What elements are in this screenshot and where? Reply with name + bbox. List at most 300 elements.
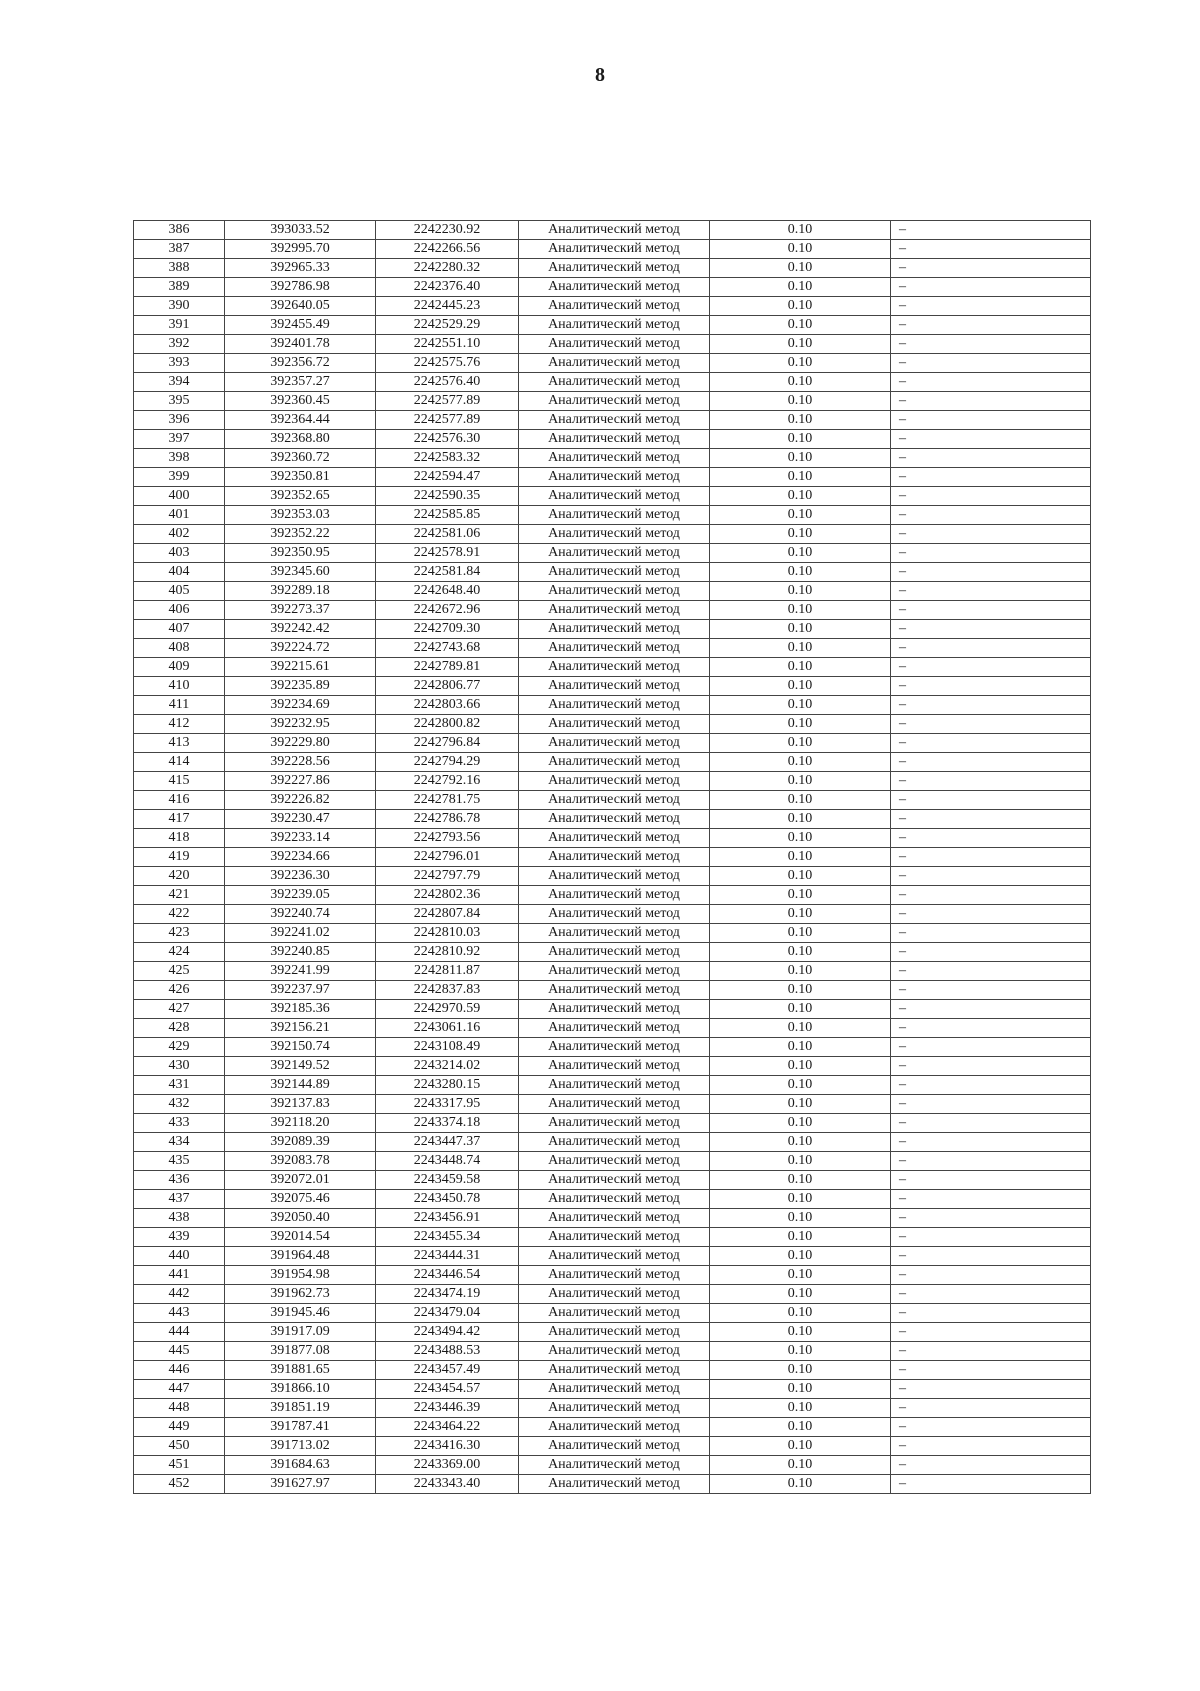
y-coordinate-cell: 2243108.49: [376, 1038, 519, 1057]
y-coordinate-cell: 2243317.95: [376, 1095, 519, 1114]
y-coordinate-cell: 2242970.59: [376, 1000, 519, 1019]
x-coordinate-cell: 392089.39: [225, 1133, 376, 1152]
point-number-cell: 435: [134, 1152, 225, 1171]
x-coordinate-cell: 392356.72: [225, 354, 376, 373]
y-coordinate-cell: 2242576.30: [376, 430, 519, 449]
note-cell: –: [891, 1247, 1091, 1266]
y-coordinate-cell: 2242709.30: [376, 620, 519, 639]
point-number-cell: 424: [134, 943, 225, 962]
note-cell: –: [891, 468, 1091, 487]
y-coordinate-cell: 2243479.04: [376, 1304, 519, 1323]
table-row: [134, 544, 1091, 563]
accuracy-cell: 0.10: [710, 278, 891, 297]
point-number-cell: 393: [134, 354, 225, 373]
point-number-cell: 441: [134, 1266, 225, 1285]
table-row: [134, 335, 1091, 354]
table-row: [134, 221, 1091, 240]
method-cell: Аналитический метод: [519, 1095, 710, 1114]
y-coordinate-cell: 2242578.91: [376, 544, 519, 563]
y-coordinate-cell: 2243488.53: [376, 1342, 519, 1361]
y-coordinate-cell: 2243369.00: [376, 1456, 519, 1475]
x-coordinate-cell: 391787.41: [225, 1418, 376, 1437]
y-coordinate-cell: 2242806.77: [376, 677, 519, 696]
y-coordinate-cell: 2242781.75: [376, 791, 519, 810]
note-cell: –: [891, 1076, 1091, 1095]
method-cell: Аналитический метод: [519, 1209, 710, 1228]
accuracy-cell: 0.10: [710, 563, 891, 582]
table-row: [134, 696, 1091, 715]
note-cell: –: [891, 620, 1091, 639]
point-number-cell: 392: [134, 335, 225, 354]
method-cell: Аналитический метод: [519, 1171, 710, 1190]
method-cell: Аналитический метод: [519, 829, 710, 848]
method-cell: Аналитический метод: [519, 962, 710, 981]
y-coordinate-cell: 2242789.81: [376, 658, 519, 677]
accuracy-cell: 0.10: [710, 1228, 891, 1247]
method-cell: Аналитический метод: [519, 259, 710, 278]
table-row: [134, 506, 1091, 525]
y-coordinate-cell: 2243374.18: [376, 1114, 519, 1133]
note-cell: –: [891, 1000, 1091, 1019]
y-coordinate-cell: 2242590.35: [376, 487, 519, 506]
note-cell: –: [891, 1057, 1091, 1076]
x-coordinate-cell: 392357.27: [225, 373, 376, 392]
point-number-cell: 440: [134, 1247, 225, 1266]
y-coordinate-cell: 2242230.92: [376, 221, 519, 240]
table-row: [134, 867, 1091, 886]
note-cell: –: [891, 582, 1091, 601]
accuracy-cell: 0.10: [710, 259, 891, 278]
point-number-cell: 446: [134, 1361, 225, 1380]
x-coordinate-cell: 392786.98: [225, 278, 376, 297]
table-row: [134, 1380, 1091, 1399]
y-coordinate-cell: 2242807.84: [376, 905, 519, 924]
table-row: [134, 620, 1091, 639]
x-coordinate-cell: 391881.65: [225, 1361, 376, 1380]
accuracy-cell: 0.10: [710, 1171, 891, 1190]
note-cell: –: [891, 1418, 1091, 1437]
point-number-cell: 443: [134, 1304, 225, 1323]
accuracy-cell: 0.10: [710, 601, 891, 620]
point-number-cell: 429: [134, 1038, 225, 1057]
method-cell: Аналитический метод: [519, 411, 710, 430]
note-cell: –: [891, 772, 1091, 791]
table-row: [134, 1266, 1091, 1285]
method-cell: Аналитический метод: [519, 620, 710, 639]
x-coordinate-cell: 391713.02: [225, 1437, 376, 1456]
note-cell: –: [891, 449, 1091, 468]
table-row: [134, 1133, 1091, 1152]
point-number-cell: 452: [134, 1475, 225, 1494]
accuracy-cell: 0.10: [710, 1418, 891, 1437]
point-number-cell: 436: [134, 1171, 225, 1190]
x-coordinate-cell: 392118.20: [225, 1114, 376, 1133]
y-coordinate-cell: 2242793.56: [376, 829, 519, 848]
x-coordinate-cell: 392050.40: [225, 1209, 376, 1228]
x-coordinate-cell: 392364.44: [225, 411, 376, 430]
x-coordinate-cell: 392353.03: [225, 506, 376, 525]
x-coordinate-cell: 392083.78: [225, 1152, 376, 1171]
method-cell: Аналитический метод: [519, 772, 710, 791]
accuracy-cell: 0.10: [710, 1190, 891, 1209]
x-coordinate-cell: 391964.48: [225, 1247, 376, 1266]
point-number-cell: 408: [134, 639, 225, 658]
x-coordinate-cell: 392240.85: [225, 943, 376, 962]
note-cell: –: [891, 639, 1091, 658]
accuracy-cell: 0.10: [710, 487, 891, 506]
accuracy-cell: 0.10: [710, 772, 891, 791]
y-coordinate-cell: 2243416.30: [376, 1437, 519, 1456]
table-row: [134, 924, 1091, 943]
note-cell: –: [891, 601, 1091, 620]
x-coordinate-cell: 391684.63: [225, 1456, 376, 1475]
note-cell: –: [891, 886, 1091, 905]
y-coordinate-cell: 2243444.31: [376, 1247, 519, 1266]
note-cell: –: [891, 1228, 1091, 1247]
point-number-cell: 400: [134, 487, 225, 506]
point-number-cell: 423: [134, 924, 225, 943]
accuracy-cell: 0.10: [710, 411, 891, 430]
note-cell: –: [891, 1019, 1091, 1038]
accuracy-cell: 0.10: [710, 848, 891, 867]
accuracy-cell: 0.10: [710, 1076, 891, 1095]
method-cell: Аналитический метод: [519, 1266, 710, 1285]
table-row: [134, 1437, 1091, 1456]
accuracy-cell: 0.10: [710, 962, 891, 981]
x-coordinate-cell: 392236.30: [225, 867, 376, 886]
table-row: [134, 1247, 1091, 1266]
y-coordinate-cell: 2242810.03: [376, 924, 519, 943]
method-cell: Аналитический метод: [519, 810, 710, 829]
point-number-cell: 387: [134, 240, 225, 259]
note-cell: –: [891, 1266, 1091, 1285]
x-coordinate-cell: 392368.80: [225, 430, 376, 449]
table-row: [134, 1076, 1091, 1095]
table-row: [134, 848, 1091, 867]
x-coordinate-cell: 391877.08: [225, 1342, 376, 1361]
table-row: [134, 772, 1091, 791]
note-cell: –: [891, 1437, 1091, 1456]
y-coordinate-cell: 2242802.36: [376, 886, 519, 905]
x-coordinate-cell: 391954.98: [225, 1266, 376, 1285]
table-row: [134, 1152, 1091, 1171]
point-number-cell: 404: [134, 563, 225, 582]
x-coordinate-cell: 392226.82: [225, 791, 376, 810]
method-cell: Аналитический метод: [519, 677, 710, 696]
x-coordinate-cell: 392345.60: [225, 563, 376, 582]
y-coordinate-cell: 2242575.76: [376, 354, 519, 373]
method-cell: Аналитический метод: [519, 886, 710, 905]
table-row: [134, 1190, 1091, 1209]
point-number-cell: 406: [134, 601, 225, 620]
x-coordinate-cell: 392224.72: [225, 639, 376, 658]
y-coordinate-cell: 2242743.68: [376, 639, 519, 658]
accuracy-cell: 0.10: [710, 1342, 891, 1361]
method-cell: Аналитический метод: [519, 582, 710, 601]
method-cell: Аналитический метод: [519, 525, 710, 544]
x-coordinate-cell: 391851.19: [225, 1399, 376, 1418]
accuracy-cell: 0.10: [710, 1038, 891, 1057]
x-coordinate-cell: 392156.21: [225, 1019, 376, 1038]
accuracy-cell: 0.10: [710, 715, 891, 734]
point-number-cell: 415: [134, 772, 225, 791]
point-number-cell: 425: [134, 962, 225, 981]
table-row: [134, 962, 1091, 981]
note-cell: –: [891, 905, 1091, 924]
point-number-cell: 412: [134, 715, 225, 734]
note-cell: –: [891, 810, 1091, 829]
point-number-cell: 391: [134, 316, 225, 335]
table-row: [134, 1456, 1091, 1475]
x-coordinate-cell: 392014.54: [225, 1228, 376, 1247]
y-coordinate-cell: 2242576.40: [376, 373, 519, 392]
table-row: [134, 1399, 1091, 1418]
note-cell: –: [891, 316, 1091, 335]
note-cell: –: [891, 430, 1091, 449]
accuracy-cell: 0.10: [710, 658, 891, 677]
note-cell: –: [891, 259, 1091, 278]
table-row: [134, 1342, 1091, 1361]
accuracy-cell: 0.10: [710, 1095, 891, 1114]
method-cell: Аналитический метод: [519, 1190, 710, 1209]
y-coordinate-cell: 2242810.92: [376, 943, 519, 962]
point-number-cell: 394: [134, 373, 225, 392]
note-cell: –: [891, 1380, 1091, 1399]
point-number-cell: 396: [134, 411, 225, 430]
x-coordinate-cell: 392995.70: [225, 240, 376, 259]
method-cell: Аналитический метод: [519, 468, 710, 487]
y-coordinate-cell: 2243456.91: [376, 1209, 519, 1228]
accuracy-cell: 0.10: [710, 1361, 891, 1380]
note-cell: –: [891, 1304, 1091, 1323]
accuracy-cell: 0.10: [710, 1380, 891, 1399]
x-coordinate-cell: 392075.46: [225, 1190, 376, 1209]
method-cell: Аналитический метод: [519, 1304, 710, 1323]
table-row: [134, 1038, 1091, 1057]
method-cell: Аналитический метод: [519, 1285, 710, 1304]
table-row: [134, 563, 1091, 582]
y-coordinate-cell: 2243450.78: [376, 1190, 519, 1209]
x-coordinate-cell: 392150.74: [225, 1038, 376, 1057]
note-cell: –: [891, 715, 1091, 734]
method-cell: Аналитический метод: [519, 658, 710, 677]
table-row: [134, 582, 1091, 601]
x-coordinate-cell: 392640.05: [225, 297, 376, 316]
method-cell: Аналитический метод: [519, 943, 710, 962]
point-number-cell: 414: [134, 753, 225, 772]
table-row: [134, 1057, 1091, 1076]
note-cell: –: [891, 297, 1091, 316]
point-number-cell: 434: [134, 1133, 225, 1152]
y-coordinate-cell: 2243447.37: [376, 1133, 519, 1152]
point-number-cell: 422: [134, 905, 225, 924]
note-cell: –: [891, 1038, 1091, 1057]
accuracy-cell: 0.10: [710, 468, 891, 487]
accuracy-cell: 0.10: [710, 867, 891, 886]
x-coordinate-cell: 391945.46: [225, 1304, 376, 1323]
point-number-cell: 407: [134, 620, 225, 639]
note-cell: –: [891, 848, 1091, 867]
method-cell: Аналитический метод: [519, 1114, 710, 1133]
x-coordinate-cell: 392401.78: [225, 335, 376, 354]
y-coordinate-cell: 2242581.06: [376, 525, 519, 544]
point-number-cell: 433: [134, 1114, 225, 1133]
x-coordinate-cell: 392233.14: [225, 829, 376, 848]
y-coordinate-cell: 2242786.78: [376, 810, 519, 829]
y-coordinate-cell: 2242796.84: [376, 734, 519, 753]
note-cell: –: [891, 1133, 1091, 1152]
y-coordinate-cell: 2243343.40: [376, 1475, 519, 1494]
point-number-cell: 431: [134, 1076, 225, 1095]
accuracy-cell: 0.10: [710, 392, 891, 411]
point-number-cell: 388: [134, 259, 225, 278]
accuracy-cell: 0.10: [710, 924, 891, 943]
y-coordinate-cell: 2243457.49: [376, 1361, 519, 1380]
method-cell: Аналитический метод: [519, 316, 710, 335]
accuracy-cell: 0.10: [710, 620, 891, 639]
y-coordinate-cell: 2242837.83: [376, 981, 519, 1000]
note-cell: –: [891, 563, 1091, 582]
y-coordinate-cell: 2242551.10: [376, 335, 519, 354]
table-body: [134, 221, 1091, 1494]
table-row: [134, 468, 1091, 487]
point-number-cell: 389: [134, 278, 225, 297]
x-coordinate-cell: 392230.47: [225, 810, 376, 829]
point-number-cell: 390: [134, 297, 225, 316]
y-coordinate-cell: 2242794.29: [376, 753, 519, 772]
y-coordinate-cell: 2242648.40: [376, 582, 519, 601]
x-coordinate-cell: 392149.52: [225, 1057, 376, 1076]
table-row: [134, 1114, 1091, 1133]
point-number-cell: 417: [134, 810, 225, 829]
accuracy-cell: 0.10: [710, 1475, 891, 1494]
accuracy-cell: 0.10: [710, 1057, 891, 1076]
x-coordinate-cell: 392241.02: [225, 924, 376, 943]
table-row: [134, 715, 1091, 734]
point-number-cell: 432: [134, 1095, 225, 1114]
method-cell: Аналитический метод: [519, 1247, 710, 1266]
method-cell: Аналитический метод: [519, 354, 710, 373]
x-coordinate-cell: 392237.97: [225, 981, 376, 1000]
x-coordinate-cell: 392239.05: [225, 886, 376, 905]
method-cell: Аналитический метод: [519, 753, 710, 772]
accuracy-cell: 0.10: [710, 1456, 891, 1475]
point-number-cell: 403: [134, 544, 225, 563]
point-number-cell: 399: [134, 468, 225, 487]
table-row: [134, 449, 1091, 468]
method-cell: Аналитический метод: [519, 1228, 710, 1247]
note-cell: –: [891, 373, 1091, 392]
point-number-cell: 420: [134, 867, 225, 886]
table-row: [134, 487, 1091, 506]
table-row: [134, 240, 1091, 259]
x-coordinate-cell: 392229.80: [225, 734, 376, 753]
note-cell: –: [891, 1171, 1091, 1190]
table-row: [134, 373, 1091, 392]
method-cell: Аналитический метод: [519, 1418, 710, 1437]
method-cell: Аналитический метод: [519, 373, 710, 392]
point-number-cell: 426: [134, 981, 225, 1000]
method-cell: Аналитический метод: [519, 221, 710, 240]
point-number-cell: 439: [134, 1228, 225, 1247]
point-number-cell: 416: [134, 791, 225, 810]
method-cell: Аналитический метод: [519, 1152, 710, 1171]
point-number-cell: 430: [134, 1057, 225, 1076]
point-number-cell: 444: [134, 1323, 225, 1342]
accuracy-cell: 0.10: [710, 544, 891, 563]
method-cell: Аналитический метод: [519, 715, 710, 734]
x-coordinate-cell: 392350.95: [225, 544, 376, 563]
y-coordinate-cell: 2242792.16: [376, 772, 519, 791]
y-coordinate-cell: 2243455.34: [376, 1228, 519, 1247]
x-coordinate-cell: 392215.61: [225, 658, 376, 677]
accuracy-cell: 0.10: [710, 1114, 891, 1133]
table-row: [134, 1323, 1091, 1342]
accuracy-cell: 0.10: [710, 1266, 891, 1285]
note-cell: –: [891, 1399, 1091, 1418]
accuracy-cell: 0.10: [710, 1019, 891, 1038]
x-coordinate-cell: 392360.72: [225, 449, 376, 468]
method-cell: Аналитический метод: [519, 848, 710, 867]
x-coordinate-cell: 392228.56: [225, 753, 376, 772]
method-cell: Аналитический метод: [519, 696, 710, 715]
note-cell: –: [891, 354, 1091, 373]
table-row: [134, 1171, 1091, 1190]
table-row: [134, 658, 1091, 677]
accuracy-cell: 0.10: [710, 639, 891, 658]
table-row: [134, 905, 1091, 924]
accuracy-cell: 0.10: [710, 335, 891, 354]
point-number-cell: 428: [134, 1019, 225, 1038]
y-coordinate-cell: 2242583.32: [376, 449, 519, 468]
y-coordinate-cell: 2243448.74: [376, 1152, 519, 1171]
note-cell: –: [891, 734, 1091, 753]
note-cell: –: [891, 1342, 1091, 1361]
note-cell: –: [891, 1190, 1091, 1209]
accuracy-cell: 0.10: [710, 886, 891, 905]
y-coordinate-cell: 2242800.82: [376, 715, 519, 734]
table-row: [134, 734, 1091, 753]
point-number-cell: 413: [134, 734, 225, 753]
accuracy-cell: 0.10: [710, 525, 891, 544]
note-cell: –: [891, 677, 1091, 696]
note-cell: –: [891, 1475, 1091, 1494]
note-cell: –: [891, 1323, 1091, 1342]
accuracy-cell: 0.10: [710, 240, 891, 259]
table-row: [134, 316, 1091, 335]
y-coordinate-cell: 2243464.22: [376, 1418, 519, 1437]
table-row: [134, 943, 1091, 962]
accuracy-cell: 0.10: [710, 373, 891, 392]
y-coordinate-cell: 2242797.79: [376, 867, 519, 886]
x-coordinate-cell: 392273.37: [225, 601, 376, 620]
table-row: [134, 354, 1091, 373]
table-row: [134, 1475, 1091, 1494]
y-coordinate-cell: 2242803.66: [376, 696, 519, 715]
x-coordinate-cell: 392227.86: [225, 772, 376, 791]
method-cell: Аналитический метод: [519, 1361, 710, 1380]
note-cell: –: [891, 525, 1091, 544]
y-coordinate-cell: 2243214.02: [376, 1057, 519, 1076]
accuracy-cell: 0.10: [710, 1152, 891, 1171]
x-coordinate-cell: 392455.49: [225, 316, 376, 335]
point-number-cell: 449: [134, 1418, 225, 1437]
note-cell: –: [891, 1114, 1091, 1133]
y-coordinate-cell: 2243494.42: [376, 1323, 519, 1342]
table-row: [134, 1095, 1091, 1114]
table-row: [134, 1361, 1091, 1380]
note-cell: –: [891, 658, 1091, 677]
